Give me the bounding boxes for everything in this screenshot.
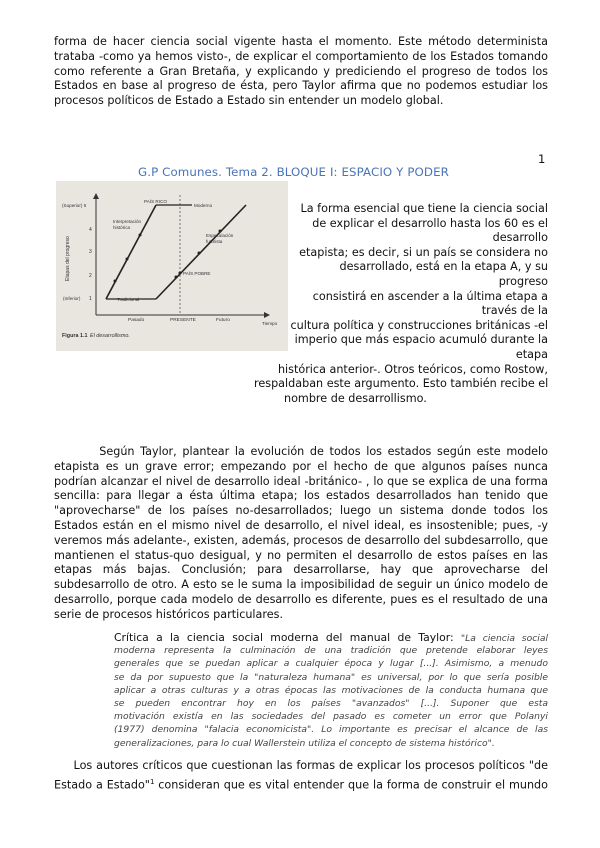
quote-start: "La ciencia social bbox=[460, 633, 549, 644]
text-line: imperio que más espacio acumuló durante la bbox=[294, 333, 548, 347]
poor-country-line bbox=[156, 205, 246, 299]
x-label-futuro: Futuro bbox=[216, 318, 230, 323]
intro-paragraph bbox=[54, 35, 548, 109]
text-line: de explicar el desarrollo hasta los 60 es el bbox=[312, 216, 548, 230]
quote-line: motivación existía en las sociedades del pasado es cometer un error que Polanyi bbox=[114, 711, 548, 723]
stage-marker bbox=[114, 280, 117, 283]
text-line: nombre de desarrollismo. bbox=[284, 391, 427, 405]
footnote-reference[interactable]: 1 bbox=[149, 778, 155, 786]
y-tick-4: 4 bbox=[89, 227, 92, 233]
page-number: 1 bbox=[538, 152, 546, 166]
page-header: G.P Comunes. Tema 2. BLOQUE I: ESPACIO Y PODER bbox=[138, 165, 449, 179]
text-line: La forma esencial que tiene la ciencia social bbox=[300, 202, 548, 215]
closing-quote-text: Estado a Estado" bbox=[54, 778, 150, 792]
closing-paragraph bbox=[54, 758, 548, 790]
text-line: como referente a Gran Bretaña, y explicando y prediciendo el progreso de todos los bbox=[54, 64, 548, 78]
stage-marker bbox=[139, 234, 142, 237]
text-line: Estados están en el mismo nivel de desarrollo, el nivel ideal, es insostenible; pues, -y bbox=[54, 518, 548, 532]
y-tick-3: 3 bbox=[89, 249, 92, 255]
label-futurista: futurista bbox=[206, 239, 223, 244]
text-line: histórica anterior-. Otros teóricos, como Rostow, bbox=[277, 362, 548, 376]
text-line: respaldaban este argumento. Esto también recibe el bbox=[254, 377, 549, 391]
quote-line: moderna representa la culminación de una tradición que pretende elaborar leyes bbox=[114, 645, 548, 657]
text-line: desarrollo bbox=[492, 231, 548, 245]
text-line: desarrollo, porque cada modelo de desarrollo es diferente, pues es el resultado de una bbox=[54, 592, 548, 606]
label-especulacion: Especulación bbox=[206, 233, 234, 238]
text-line: etapa bbox=[515, 347, 548, 361]
text-line: cultura política y construcciones británicas -el bbox=[290, 318, 548, 332]
text-line bbox=[54, 774, 548, 790]
text-line: Los autores críticos que cuestionan las formas de explicar los procesos políticos "de bbox=[54, 759, 548, 772]
text-line: etapista; es decir, si un país se considera no bbox=[299, 245, 548, 259]
closing-rest-text: consideran que es vital entender que la forma de construir el mundo bbox=[154, 778, 548, 792]
text-line: veremos más adelante-, existen, además, procesos de desarrollo del subdesarrollo, que bbox=[54, 533, 548, 547]
text-line: mantienen el status-quo desigual, y no permiten el desarrollo de estos países en las bbox=[54, 548, 548, 562]
y-axis-label: Etapas del progreso bbox=[65, 236, 71, 281]
quote-line: se da por supuesto que la "naturaleza humana" es universal, por lo que sería posible bbox=[114, 671, 548, 683]
quote-line: generalizaciones, para lo cual Wallerstein utiliza el concepto de sistema histórico". bbox=[114, 737, 495, 749]
text-line: progreso bbox=[498, 274, 548, 288]
y-top-label: (Superior) 5 bbox=[62, 203, 87, 208]
text-line: consistirá en ascender a la última etapa a bbox=[312, 289, 548, 303]
taylor-critique-paragraph bbox=[54, 445, 548, 623]
stage-marker bbox=[198, 252, 201, 255]
label-interpretacion: Interpretación bbox=[113, 219, 142, 224]
text-line: procesos políticos de Estado a Estado sin entender un modelo global. bbox=[54, 94, 444, 108]
label-historica: histórica bbox=[113, 225, 131, 230]
quote-first-line bbox=[114, 631, 548, 644]
label-pais-pobre: PAÍS POBRE bbox=[183, 271, 211, 276]
label-tradicional: Tradicional bbox=[117, 297, 140, 302]
text-line: desarrollado, está en la etapa A, y su bbox=[339, 260, 548, 274]
text-line: etapista es un grave error; empezando por el hecho de que algunos países nunca bbox=[54, 459, 548, 473]
quote-lead: Crítica a la ciencia social moderna del manual de Taylor: bbox=[114, 631, 454, 644]
y-tick-2: 2 bbox=[89, 273, 92, 279]
y-tick-1: 1 bbox=[89, 296, 92, 302]
quote-line: generales que se puedan aplicar a cualquier época y lugar [...]. Asimismo, a menudo bbox=[114, 658, 548, 670]
label-pais-rico: PAÍS RICO bbox=[144, 199, 167, 204]
quote-line: se pueden encontrar hoy en los países "avanzados" [...]. Suponer que esta bbox=[114, 697, 548, 709]
figure-caption-text: El desarrollismo. bbox=[90, 333, 130, 339]
text-line: Según Taylor, plantear la evolución de todos los estados según este modelo bbox=[54, 445, 548, 458]
text-line: sencilla: para llegar a ésta última etapa; los estados desarrollados han tenido que bbox=[54, 489, 548, 503]
text-line: subdesarrollo de otro. A esto se le suma la imposibilidad de seguir un único modelo de bbox=[54, 578, 548, 592]
label-moderno: Moderno bbox=[194, 203, 213, 208]
text-line: Estados en base al progreso de ésta, pero Taylor afirma que no podemos estudiar los bbox=[54, 79, 548, 93]
text-line: podrían alcanzar el nivel de desarrollo ideal -británico- , lo que se explica de una forma bbox=[54, 474, 548, 488]
text-line: "aprovecharse" de los países no-desarrollados; luego un sistema donde todos los bbox=[54, 504, 548, 518]
y-axis-arrow bbox=[93, 193, 99, 199]
figure-caption-number: Figura 1.1 bbox=[62, 333, 88, 339]
text-line: etapas más bajas. Conclusión; para desarrollarse, hay que aprovecharse del bbox=[54, 563, 548, 577]
stage-marker bbox=[175, 276, 178, 279]
x-label-pasado: Pasado bbox=[128, 318, 145, 323]
text-line: serie de procesos históricos particulares. bbox=[54, 607, 284, 621]
y-bottom-label: (Inferior) bbox=[63, 296, 81, 301]
text-line: forma de hacer ciencia social vigente hasta el momento. Este método determinista bbox=[54, 35, 548, 48]
stage-marker bbox=[179, 272, 182, 275]
x-label-tiempo: Tiempo bbox=[262, 321, 278, 326]
x-label-presente: PRESENTE bbox=[170, 318, 196, 323]
side-text-block bbox=[254, 202, 548, 406]
taylor-quote-block bbox=[114, 631, 548, 750]
text-line: trataba -como ya hemos visto-, de explicar el comportamiento de los Estados tomando bbox=[54, 49, 548, 63]
quote-line: aplicar a otras culturas y a otras épocas las motivaciones de la conducta humana que bbox=[114, 684, 548, 696]
text-line: través de la bbox=[481, 304, 548, 318]
quote-line: (1977) denomina "falacia economicista". Lo importante es precisar el alcance de las bbox=[114, 724, 548, 736]
stage-marker bbox=[126, 258, 129, 261]
